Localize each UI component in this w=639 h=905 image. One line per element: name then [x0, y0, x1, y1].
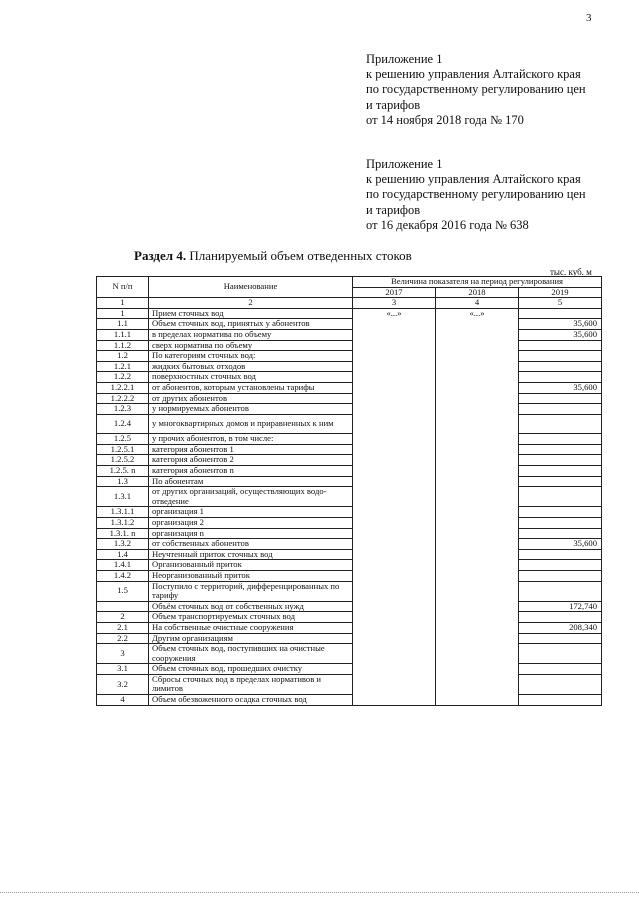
row-number: 1.2	[97, 351, 149, 362]
row-number: 1.3.2	[97, 539, 149, 550]
table-header-row	[97, 277, 602, 288]
value-2019	[519, 404, 602, 415]
value-2019	[519, 517, 602, 528]
table-row	[97, 581, 602, 601]
page-bottom-rule	[0, 892, 639, 893]
row-name: Объём сточных вод от собственных нужд	[149, 601, 353, 612]
row-number: 1.4.1	[97, 560, 149, 571]
row-name: от других абонентов	[149, 393, 353, 404]
table-row	[97, 507, 602, 518]
row-number: 2	[97, 612, 149, 623]
row-number: 1.3.1	[97, 487, 149, 507]
table-row	[97, 560, 602, 571]
row-name: Организованный приток	[149, 560, 353, 571]
row-number: 1.3.1.1	[97, 507, 149, 518]
value-2019	[519, 434, 602, 445]
row-number: 1.2.5. n	[97, 466, 149, 477]
row-number: 1.2.3	[97, 404, 149, 415]
value-2019: 35,600	[519, 319, 602, 330]
row-number: 1.2.1	[97, 361, 149, 372]
value-2019	[519, 560, 602, 571]
index-cell: 5	[519, 298, 602, 309]
value-2019	[519, 581, 602, 601]
row-name: Сбросы сточных вод в пределах нормативов и лимитов	[149, 674, 353, 694]
appendix-line: к решению управления Алтайского края	[366, 172, 581, 187]
table-row	[97, 444, 602, 455]
row-name: в пределах норматива по объему	[149, 329, 353, 340]
row-number: 1.2.2	[97, 372, 149, 383]
value-2019	[519, 444, 602, 455]
table-row	[97, 612, 602, 623]
row-name: категория абонентов 1	[149, 444, 353, 455]
table-row	[97, 664, 602, 675]
row-name: сверх норматива по объему	[149, 340, 353, 351]
header-period: Величина показателя на период регулирования	[353, 277, 602, 288]
appendix-line: по государственному регулированию цен	[366, 187, 586, 202]
row-name: Неучтенный приток сточных вод	[149, 549, 353, 560]
row-name: Объем обезвоженного осадка сточных вод	[149, 695, 353, 706]
table-row	[97, 644, 602, 664]
row-name: от собственных абонентов	[149, 539, 353, 550]
value-2019	[519, 507, 602, 518]
table-row	[97, 329, 602, 340]
header-num: N п/п	[97, 277, 149, 298]
header-year: 2019	[519, 287, 602, 298]
appendix-line: к решению управления Алтайского края	[366, 67, 581, 82]
appendix-line: от 16 декабря 2016 года № 638	[366, 217, 529, 232]
value-2019: 35,600	[519, 539, 602, 550]
section-label: Раздел 4.	[134, 248, 187, 263]
wastewater-volume-table	[96, 276, 602, 706]
row-number: 1.4	[97, 549, 149, 560]
appendix-line: по государственному регулированию цен	[366, 82, 586, 97]
row-name: Поступило с территорий, дифференцированных по тарифу	[149, 581, 353, 601]
value-2019	[519, 414, 602, 434]
index-cell: 4	[436, 298, 519, 309]
value-2019: 35,600	[519, 329, 602, 340]
row-number: 3	[97, 644, 149, 664]
appendix-line: и тарифов	[366, 97, 421, 112]
row-name: Объем транспортируемых сточных вод	[149, 612, 353, 623]
value-2019	[519, 570, 602, 581]
appendix-line: и тарифов	[366, 202, 421, 217]
row-name: На собственные очистные сооружения	[149, 622, 353, 633]
row-number: 1.3	[97, 476, 149, 487]
table-row	[97, 308, 602, 319]
value-2019	[519, 308, 602, 319]
row-number: 1.2.5	[97, 434, 149, 445]
row-name: у нормируемых абонентов	[149, 404, 353, 415]
value-2019	[519, 528, 602, 539]
index-cell: 1	[97, 298, 149, 309]
table-row	[97, 549, 602, 560]
row-name: жидких бытовых отходов	[149, 361, 353, 372]
row-name: от других организаций, осуществляющих водо-отведение	[149, 487, 353, 507]
row-number: 4	[97, 695, 149, 706]
header-name: Наименование	[149, 277, 353, 298]
table-index-row	[97, 298, 602, 309]
value-2019	[519, 351, 602, 362]
value-2019	[519, 361, 602, 372]
index-cell: 2	[149, 298, 353, 309]
value-2019	[519, 674, 602, 694]
table-row	[97, 487, 602, 507]
table-row	[97, 340, 602, 351]
row-number: 3.2	[97, 674, 149, 694]
value-2019	[519, 466, 602, 477]
table-row	[97, 361, 602, 372]
section-heading: Планируемый объем отведенных стоков	[189, 248, 412, 263]
table-row	[97, 633, 602, 644]
value-2019	[519, 476, 602, 487]
row-name: организация 2	[149, 517, 353, 528]
value-2019	[519, 695, 602, 706]
appendix-line: Приложение 1	[366, 157, 443, 171]
value-2019	[519, 633, 602, 644]
row-number: 1.2.2.2	[97, 393, 149, 404]
row-number: 1.2.5.2	[97, 455, 149, 466]
table-row	[97, 539, 602, 550]
value-2019	[519, 340, 602, 351]
table-row	[97, 393, 602, 404]
table-row	[97, 414, 602, 434]
section-title	[134, 248, 412, 264]
row-name: Объем сточных вод, принятых у абонентов	[149, 319, 353, 330]
row-number: 1.4.2	[97, 570, 149, 581]
table-row	[97, 404, 602, 415]
row-name: По абонентам	[149, 476, 353, 487]
row-number: 1.3.1.2	[97, 517, 149, 528]
table-row	[97, 570, 602, 581]
row-name: организация 1	[149, 507, 353, 518]
appendix-note-original	[366, 157, 586, 233]
value-2019	[519, 612, 602, 623]
value-2019	[519, 372, 602, 383]
row-name: Объем сточных вод, прошедших очистку	[149, 664, 353, 675]
row-number: 1.2.5.1	[97, 444, 149, 455]
value-2019	[519, 487, 602, 507]
value-2019: 172,740	[519, 601, 602, 612]
row-number	[97, 601, 149, 612]
table-row	[97, 601, 602, 612]
row-name: Неорганизованный приток	[149, 570, 353, 581]
row-name: организация n	[149, 528, 353, 539]
appendix-line: от 14 ноября 2018 года № 170	[366, 112, 524, 127]
row-name: от абонентов, которым установлены тарифы	[149, 382, 353, 393]
table-row	[97, 455, 602, 466]
table-row	[97, 622, 602, 633]
table-row	[97, 434, 602, 445]
table-row	[97, 466, 602, 477]
table-row	[97, 372, 602, 383]
value-2019: 35,600	[519, 382, 602, 393]
row-name: у прочих абонентов, в том числе:	[149, 434, 353, 445]
row-number: 1.2.2.1	[97, 382, 149, 393]
row-number: 1.5	[97, 581, 149, 601]
row-name: По категориям сточных вод:	[149, 351, 353, 362]
table-row	[97, 476, 602, 487]
table-row	[97, 528, 602, 539]
row-name: Объем сточных вод, поступивших на очистные сооружения	[149, 644, 353, 664]
index-cell: 3	[353, 298, 436, 309]
header-year: 2018	[436, 287, 519, 298]
value-2019	[519, 644, 602, 664]
page-number: 3	[586, 12, 592, 24]
table-row	[97, 695, 602, 706]
row-number: 1.2.4	[97, 414, 149, 434]
units-label: тыс. куб. м	[550, 267, 592, 277]
row-number: 1.1	[97, 319, 149, 330]
table-row	[97, 319, 602, 330]
value-2019	[519, 549, 602, 560]
row-number: 1.3.1. n	[97, 528, 149, 539]
value-2019	[519, 664, 602, 675]
value-2019	[519, 455, 602, 466]
table-body	[97, 308, 602, 705]
table-row	[97, 674, 602, 694]
value-2019: 208,340	[519, 622, 602, 633]
row-number: 3.1	[97, 664, 149, 675]
table-row	[97, 382, 602, 393]
row-number: 2.2	[97, 633, 149, 644]
appendix-note-current	[366, 52, 586, 128]
ellipsis-cell: «...»	[436, 308, 519, 705]
row-number: 1.1.2	[97, 340, 149, 351]
row-number: 1	[97, 308, 149, 319]
row-name: Прием сточных вод	[149, 308, 353, 319]
row-name: Другим организациям	[149, 633, 353, 644]
header-year: 2017	[353, 287, 436, 298]
row-number: 2.1	[97, 622, 149, 633]
row-number: 1.1.1	[97, 329, 149, 340]
table-row	[97, 351, 602, 362]
ellipsis-cell: «...»	[353, 308, 436, 705]
table-row	[97, 517, 602, 528]
row-name: поверхностных сточных вод	[149, 372, 353, 383]
appendix-line: Приложение 1	[366, 52, 443, 66]
row-name: категория абонентов n	[149, 466, 353, 477]
row-name: категория абонентов 2	[149, 455, 353, 466]
row-name: у многоквартирных домов и приравненных к ним	[149, 414, 353, 434]
value-2019	[519, 393, 602, 404]
